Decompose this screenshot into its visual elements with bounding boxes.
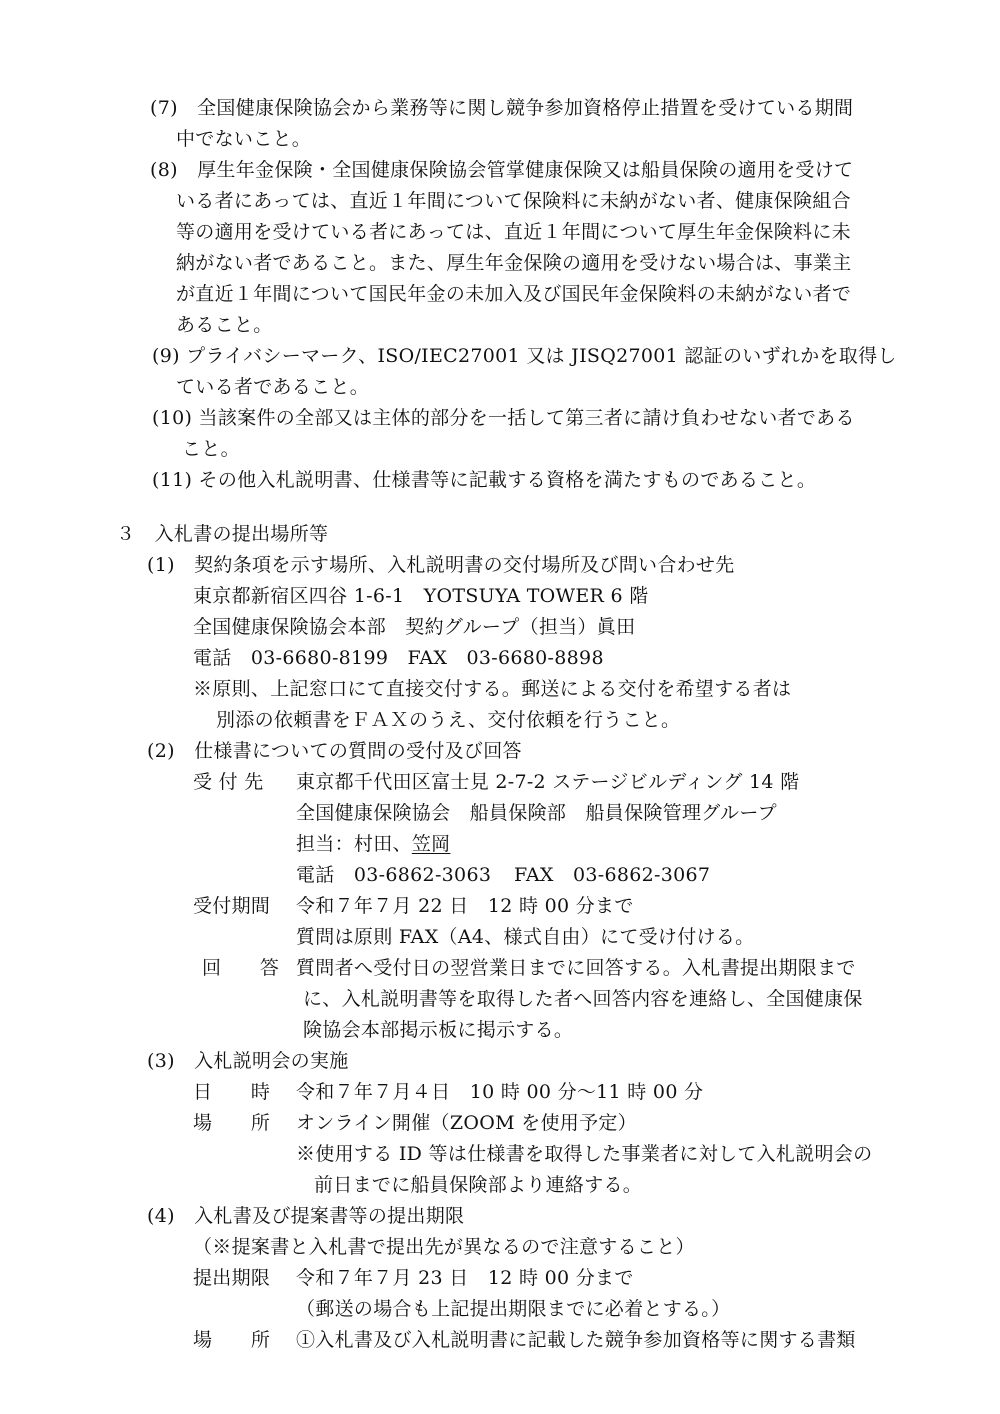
section-3-heading: ３ 入札書の提出場所等	[116, 523, 329, 545]
briefing-place-label: 場 所	[193, 1112, 271, 1134]
deadline-label: 提出期限	[193, 1267, 271, 1289]
item-8-text-cont: あること。	[176, 314, 273, 336]
subsection-4-heading: (4) 入札書及び提案書等の提出期限	[147, 1205, 465, 1227]
subsection-3-heading: (3) 入札説明会の実施	[147, 1050, 349, 1072]
item-7-text: (7) 全国健康保険協会から業務等に関し競争参加資格停止措置を受けている期間	[150, 97, 854, 119]
submission-caution: （※提案書と入札書で提出先が異なるので注意すること）	[193, 1236, 695, 1258]
item-7-text-cont: 中でないこと。	[176, 128, 312, 150]
answer-text: 質問者へ受付日の翌営業日までに回答する。入札書提出期限まで	[296, 957, 856, 979]
answer-label: 回 答	[202, 957, 280, 979]
reception-staff	[296, 832, 450, 856]
reception-phone: 電話 03-6862-3063	[296, 864, 492, 886]
briefing-note: ※使用する ID 等は仕様書を取得した事業者に対して入札説明会の	[296, 1143, 873, 1165]
question-method: 質問は原則 FAX（A4、様式自由）にて受け付ける。	[296, 926, 755, 948]
item-8-text: (8) 厚生年金保険・全国健康保険協会管掌健康保険又は船員保険の適用を受けて	[150, 159, 854, 181]
deadline-note: （郵送の場合も上記提出期限までに必着とする。）	[296, 1298, 731, 1320]
subsection-2-heading: (2) 仕様書についての質問の受付及び回答	[147, 740, 522, 762]
item-9-text: (9) プライバシーマーク、ISO/IEC27001 又は JISQ27001 認証のいずれかを取得し	[152, 345, 897, 367]
item-10-text-cont: こと。	[182, 438, 240, 460]
reception-department: 全国健康保険協会 船員保険部 船員保険管理グループ	[296, 802, 777, 824]
subsection-1-heading: (1) 契約条項を示す場所、入札説明書の交付場所及び問い合わせ先	[147, 554, 735, 576]
answer-text-cont: に、入札説明書等を取得した者へ回答内容を連絡し、全国健康保	[303, 988, 863, 1010]
reception-fax: FAX 03-6862-3067	[514, 864, 711, 886]
reception-address: 東京都千代田区富士見 2-7-2 ステージビルディング 14 階	[296, 771, 800, 793]
item-8-text-cont: が直近１年間について国民年金の未加入及び国民年金保険料の未納がない者で	[176, 283, 852, 305]
item-8-text-cont: 納がない者であること。また、厚生年金保険の適用を受けない場合は、事業主	[176, 252, 852, 274]
item-11-text: (11) その他入札説明書、仕様書等に記載する資格を満たすものであること。	[152, 469, 817, 491]
delivery-note: ※原則、上記窓口にて直接交付する。郵送による交付を希望する者は	[193, 678, 792, 700]
submission-place-item-1: ①入札書及び入札説明書に記載した競争参加資格等に関する書類	[296, 1329, 856, 1351]
reception-period-label: 受付期間	[193, 895, 271, 917]
briefing-date-label: 日 時	[193, 1081, 271, 1103]
contact-organization: 全国健康保険協会本部 契約グループ（担当）眞田	[193, 616, 636, 638]
contact-address: 東京都新宿区四谷 1-6-1 YOTSUYA TOWER 6 階	[193, 585, 649, 607]
reception-label: 受 付 先	[193, 771, 264, 793]
submission-place-label: 場 所	[193, 1329, 271, 1351]
briefing-date: 令和７年７月４日 10 時 00 分～11 時 00 分	[296, 1081, 704, 1103]
reception-period: 令和７年７月 22 日 12 時 00 分まで	[296, 895, 634, 917]
briefing-note-cont: 前日までに船員保険部より連絡する。	[314, 1174, 643, 1196]
contact-phone-fax: 電話 03-6680-8199 FAX 03-6680-8898	[193, 647, 604, 669]
staff-name-underlined: 笠岡	[411, 833, 451, 855]
item-10-text: (10) 当該案件の全部又は主体的部分を一括して第三者に請け負わせない者である	[152, 407, 855, 429]
staff-label: 担当：村田、	[296, 833, 412, 855]
item-8-text-cont: 等の適用を受けている者にあっては、直近１年間について厚生年金保険料に未	[176, 221, 851, 243]
answer-text-cont: 険協会本部掲示板に掲示する。	[303, 1019, 574, 1041]
item-9-text-cont: ている者であること。	[176, 376, 370, 398]
delivery-note-cont: 別添の依頼書をＦＡＸのうえ、交付依頼を行うこと。	[216, 709, 681, 731]
item-8-text-cont: いる者にあっては、直近１年間について保険料に未納がない者、健康保険組合	[176, 190, 851, 212]
briefing-place: オンライン開催（ZOOM を使用予定）	[296, 1112, 637, 1134]
deadline-value: 令和７年７月 23 日 12 時 00 分まで	[296, 1267, 634, 1289]
